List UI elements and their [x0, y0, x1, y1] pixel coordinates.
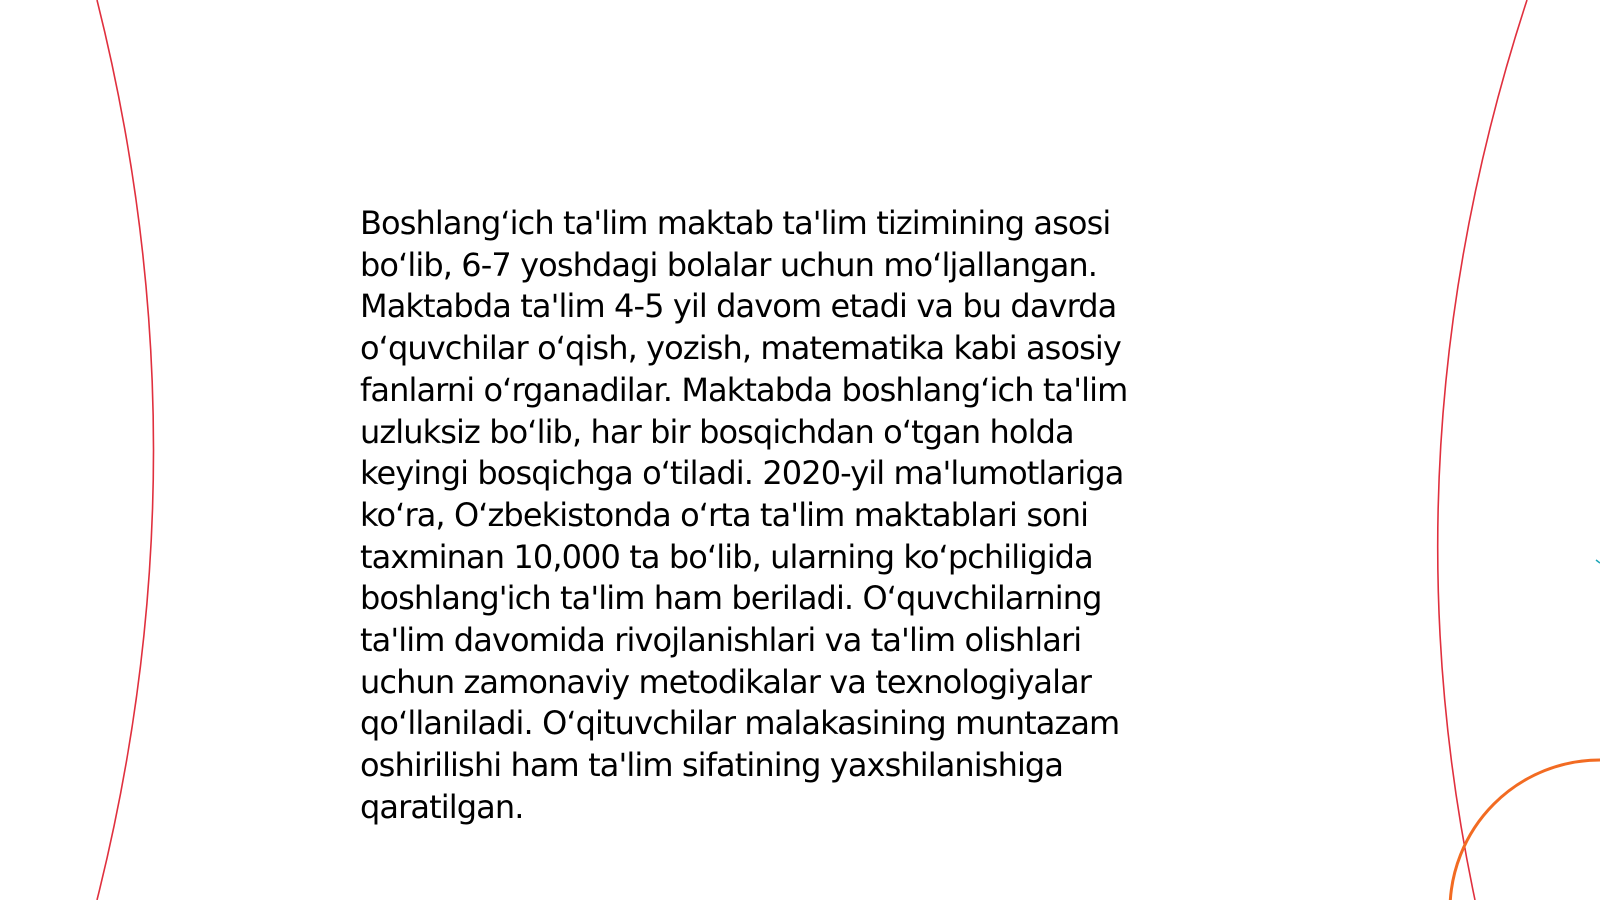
slide-body-text: Boshlangʻich ta'lim maktab ta'lim tizimining asosi boʻlib, 6-7 yoshdagi bolalar uchun moʻljallangan. Maktabda ta'lim 4-5 yil davom etadi va bu davrda oʻquvchilar oʻqish, yozish, matematika kabi asosiy fanlarni oʻrganadilar. Maktabda boshlangʻich ta'lim uzluksiz boʻlib, har bir bosqichdan oʻtgan holda keyingi bosqichga oʻtiladi. 2020-yil ma'lumotlariga koʻra, Oʻzbekistonda oʻrta ta'lim maktablari soni taxminan 10,000 ta boʻlib, ularning koʻpchiligida boshlang'ich ta'lim ham beriladi. Oʻquvchilarning ta'lim davomida rivojlanishlari va ta'lim olishlari uchun zamonaviy metodikalar va texnologiyalar qoʻllaniladi. Oʻqituvchilar malakasining muntazam oshirilishi ham ta'lim sifatining yaxshilanishiga qaratilgan.	[360, 204, 1128, 826]
teal-accent-mark	[1596, 560, 1600, 563]
right-decorative-arc	[1438, 0, 1527, 900]
corner-circle-decoration	[1450, 760, 1600, 900]
left-decorative-arc	[97, 0, 154, 900]
